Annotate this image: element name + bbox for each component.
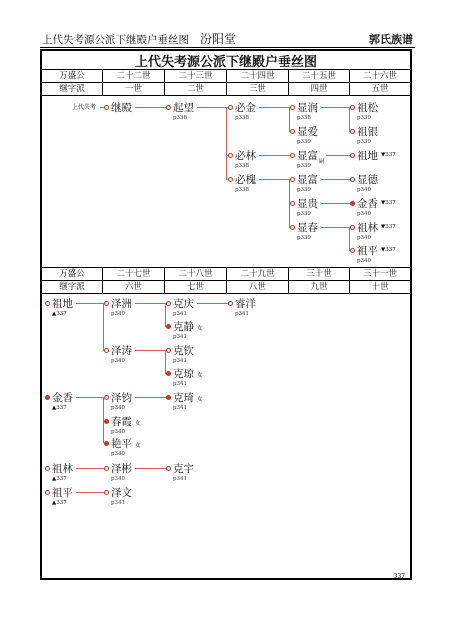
gender-mark: 女 [197, 397, 203, 403]
branch [165, 350, 166, 374]
page-ref: p340 [111, 476, 126, 482]
link [326, 155, 351, 156]
person-keyu: 克宇 [173, 463, 194, 475]
node-circle [104, 466, 109, 471]
link [76, 492, 104, 493]
person-keqiong: 克琼 [173, 368, 194, 380]
link [76, 397, 104, 398]
header-center: 汾阳堂 [200, 32, 237, 46]
page-ref: p341 [173, 476, 188, 482]
person-zuping2: 祖平 [52, 487, 73, 499]
page-ref: p338 [235, 115, 250, 121]
person-zulin: 祖林 [357, 222, 378, 234]
node-circle [290, 129, 295, 134]
node-circle [290, 153, 295, 158]
node-dot [166, 324, 171, 329]
person-xianai: 显爱 [297, 126, 318, 138]
link [135, 397, 167, 398]
node-circle [350, 105, 355, 110]
node-circle [290, 225, 295, 230]
t1h1-c3: 二十四世 [226, 70, 288, 83]
t2h1-c3: 二十九世 [226, 268, 288, 281]
cross-ref-mark: ▼337 [381, 152, 396, 158]
table2-head-row2 [42, 280, 410, 294]
page-ref: p341 [173, 334, 188, 340]
branch [349, 227, 350, 251]
page-ref: p339 [357, 139, 372, 145]
link [321, 179, 351, 180]
link [135, 107, 167, 108]
page-ref: p339 [297, 163, 312, 169]
node-circle [104, 105, 109, 110]
t2h2-c4: 九世 [288, 281, 349, 294]
node-circle [290, 105, 295, 110]
gender-mark: 女 [135, 443, 141, 449]
person-xianrun: 显润 [297, 102, 318, 114]
node-dot [350, 201, 355, 206]
link [135, 468, 167, 469]
node-circle [228, 301, 233, 306]
gender-mark: 女 [135, 421, 141, 427]
ancestor-label: 上代失考 [72, 104, 97, 111]
person-xianchun: 显春 [297, 222, 318, 234]
gender-mark: 女 [197, 326, 203, 332]
person-zudi2: 祖地 [52, 298, 73, 310]
node-dot [45, 395, 50, 400]
node-circle [104, 395, 109, 400]
page-ref: p340 [357, 235, 372, 241]
person-bilin: 必林 [235, 150, 256, 162]
page-ref: p339 [297, 139, 312, 145]
header-rule [40, 47, 415, 48]
node-circle [104, 490, 109, 495]
page-ref: p339 [297, 235, 312, 241]
page-ref: p340 [111, 429, 126, 435]
page-ref: p339 [357, 115, 372, 121]
page-ref: p341 [173, 358, 188, 364]
t1h1-c1: 二十二世 [102, 70, 164, 83]
t1h2-c0: 继字派 [59, 84, 85, 94]
t1h2-c2: 二世 [164, 83, 226, 96]
node-circle [228, 177, 233, 182]
page-ref: p341 [173, 405, 188, 411]
t2h2-c1: 六世 [102, 281, 164, 294]
t1h2-c3: 三世 [226, 83, 288, 96]
node-circle [166, 301, 171, 306]
page-ref: p338 [173, 115, 188, 121]
link [135, 303, 167, 304]
t1h2-c4: 四世 [288, 83, 349, 96]
chart-title: 上代失考源公派下继殿户垂丝图 [134, 55, 317, 70]
adopt-note: 嗣 [319, 159, 325, 165]
gender-mark: 女 [197, 373, 203, 379]
page-ref: p340 [111, 311, 126, 317]
cross-ref-mark: ▲337 [52, 476, 67, 482]
person-qiwang: 起望 [173, 102, 194, 114]
header-right: 郭氏族谱 [369, 33, 413, 46]
person-keqi: 克琦 [173, 392, 194, 404]
link [259, 107, 291, 108]
branch [165, 303, 166, 327]
person-zusong: 祖松 [357, 102, 378, 114]
cross-ref-mark: ▼337 [381, 200, 396, 206]
node-circle [45, 490, 50, 495]
cross-ref-mark: ▲337 [52, 500, 67, 506]
link [76, 303, 104, 304]
person-jidian: 继殿 [111, 102, 132, 114]
person-zejun: 泽钧 [111, 392, 132, 404]
page-ref: p341 [173, 381, 188, 387]
person-zebin: 泽彬 [111, 463, 132, 475]
link [321, 203, 351, 204]
person-zulin2: 祖林 [52, 463, 73, 475]
person-ruiyang: 睿洋 [235, 298, 256, 310]
cross-ref-mark: ▲337 [52, 311, 67, 317]
branch [349, 107, 350, 132]
header-left: 上代失考源公派下继殿户垂丝图 [42, 34, 189, 46]
link [197, 107, 229, 108]
cross-ref-mark: ▼337 [381, 247, 396, 253]
t2h1-c5: 三十一世 [349, 268, 410, 281]
person-zewen: 泽文 [111, 487, 132, 499]
node-circle [290, 177, 295, 182]
person-zuping: 祖平 [357, 245, 378, 257]
person-zetao: 泽涛 [111, 345, 132, 357]
table1-head-row1 [42, 69, 410, 82]
page-ref: p341 [173, 311, 188, 317]
node-dot [104, 419, 109, 424]
t2h2-c3: 八世 [226, 281, 288, 294]
link [259, 155, 291, 156]
page-ref: p340 [357, 258, 372, 264]
page-ref: p340 [111, 405, 126, 411]
node-circle [45, 466, 50, 471]
t2h2-c5: 十世 [349, 281, 410, 294]
node-circle [350, 177, 355, 182]
t2h2-c2: 七世 [164, 281, 226, 294]
person-xianfu1: 显富 [297, 150, 318, 162]
node-dot [166, 371, 171, 376]
link [321, 107, 351, 108]
person-keqin: 克钦 [173, 345, 194, 357]
person-xianfu2: 显富 [297, 174, 318, 186]
node-circle [166, 348, 171, 353]
node-circle [166, 105, 171, 110]
t2h2-c0: 继字派 [59, 282, 85, 292]
t2h1-c1: 二十七世 [102, 268, 164, 281]
node-circle [350, 153, 355, 158]
page-ref: p339 [297, 211, 312, 217]
person-xiangui: 显贵 [297, 198, 318, 210]
link [259, 179, 291, 180]
node-dot [166, 395, 171, 400]
person-chunxia: 春霞 [111, 416, 132, 428]
node-circle [166, 466, 171, 471]
table1-head-row2 [42, 82, 410, 96]
branch [226, 107, 227, 180]
table2-head-row1 [42, 267, 410, 280]
link [197, 303, 229, 304]
page-ref: p338 [297, 115, 312, 121]
node-circle [104, 301, 109, 306]
link [321, 227, 351, 228]
t1h2-c5: 五世 [349, 83, 410, 96]
node-circle [290, 201, 295, 206]
t1h2-c1: 一世 [102, 83, 164, 96]
person-zuyin: 祖银 [357, 126, 378, 138]
t2h1-c0: 万盛公 [59, 269, 85, 279]
t1h1-c5: 二十六世 [349, 70, 410, 83]
person-xiande: 显德 [357, 174, 378, 186]
person-zudi: 祖地 [357, 150, 378, 162]
node-circle [228, 105, 233, 110]
page-ref: p341 [235, 311, 250, 317]
t1h1-c0: 万盛公 [59, 71, 85, 81]
person-jinxiang2: 金香 [52, 392, 73, 404]
cross-ref-mark: ▲337 [52, 405, 67, 411]
page-ref: p338 [235, 163, 250, 169]
page-ref: p339 [297, 187, 312, 193]
person-keqing: 克庆 [173, 298, 194, 310]
node-circle [350, 225, 355, 230]
node-circle [350, 248, 355, 253]
page-ref: p340 [357, 211, 372, 217]
page-number: 337 [393, 573, 405, 580]
page-ref: p341 [111, 500, 126, 506]
t1h1-c2: 二十三世 [164, 70, 226, 83]
node-circle [45, 301, 50, 306]
page-ref: p338 [235, 187, 250, 193]
person-jinxiang: 金香 [357, 198, 378, 210]
t1h1-c4: 二十五世 [288, 70, 349, 83]
person-yanping: 艳平 [111, 438, 132, 450]
node-circle [350, 129, 355, 134]
page-ref: p340 [111, 358, 126, 364]
node-circle [104, 348, 109, 353]
person-zezhou: 泽洲 [111, 298, 132, 310]
person-kejing: 克静 [173, 321, 194, 333]
node-circle [228, 153, 233, 158]
person-bikui: 必槐 [235, 174, 256, 186]
person-bijin: 必金 [235, 102, 256, 114]
node-dot [104, 441, 109, 446]
cross-ref-mark: ▼337 [381, 224, 396, 230]
branch [289, 107, 290, 132]
link [76, 468, 104, 469]
t2h1-c4: 三十世 [288, 268, 349, 281]
link [135, 350, 167, 351]
page-ref: p340 [111, 451, 126, 457]
page-ref: p340 [357, 187, 372, 193]
branch [103, 303, 104, 351]
t2h1-c2: 二十八世 [164, 268, 226, 281]
